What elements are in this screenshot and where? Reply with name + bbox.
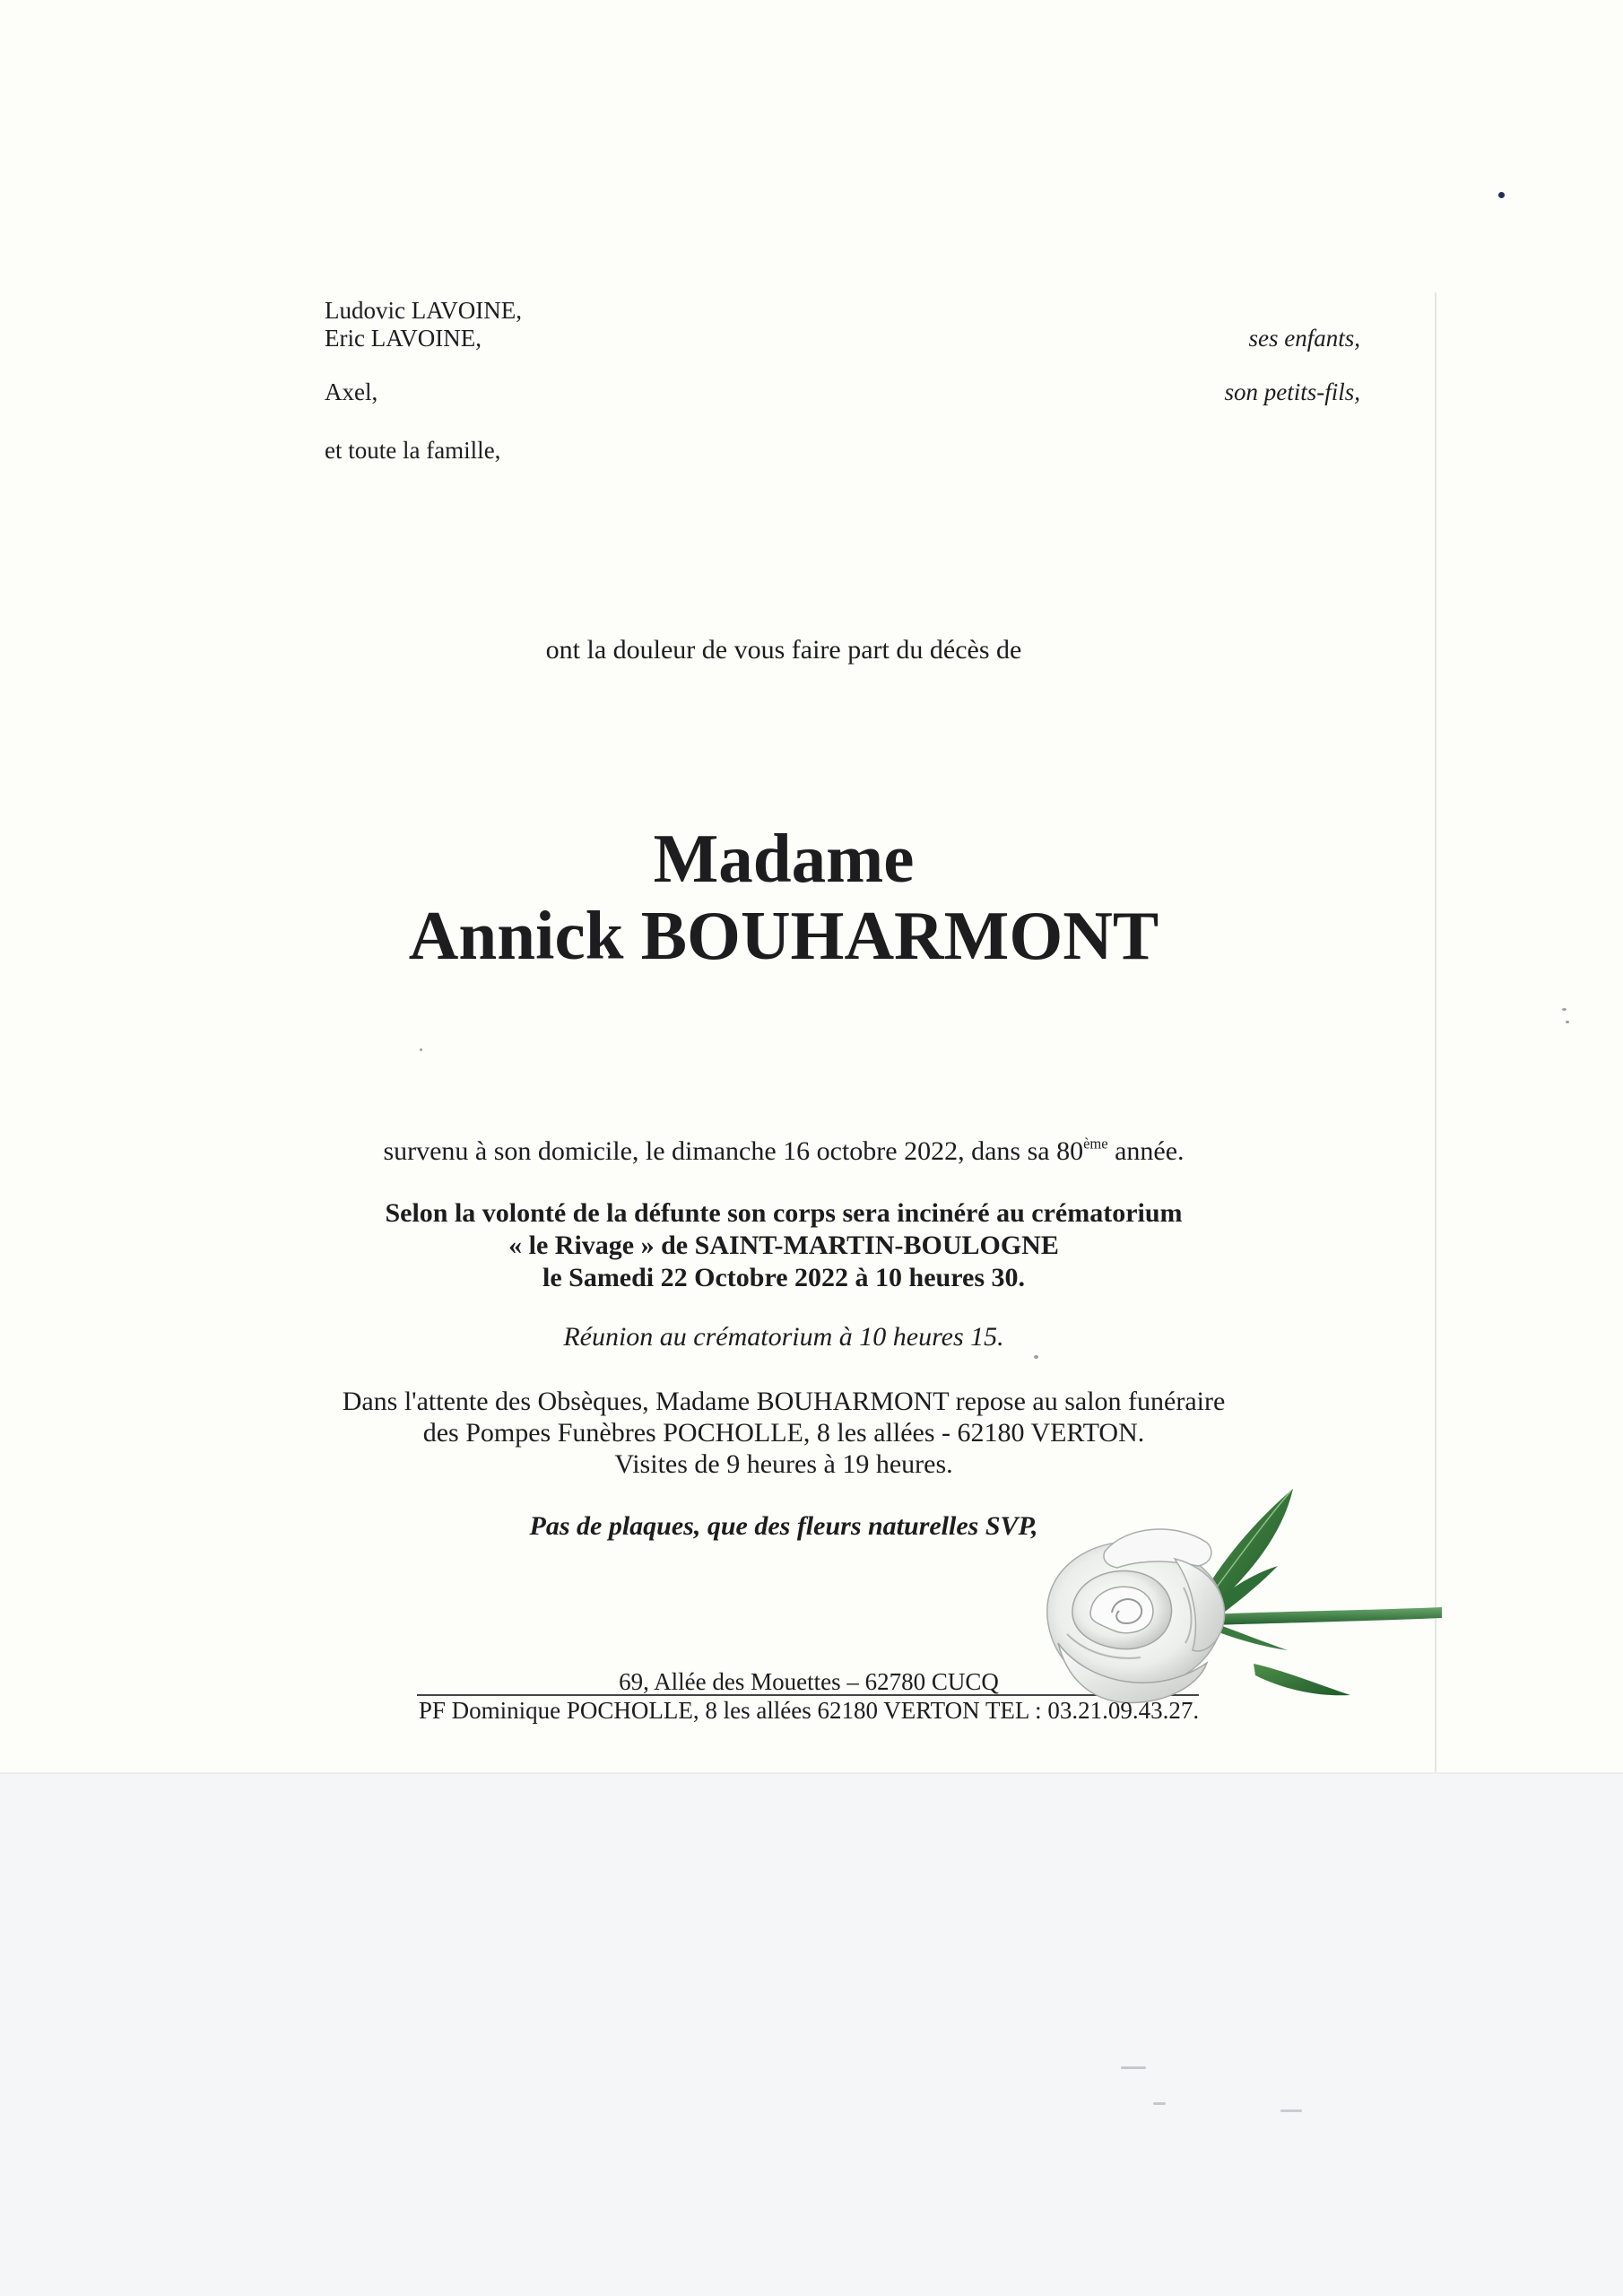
- rose-stem: [1211, 1607, 1442, 1625]
- deceased-name: Annick BOUHARMONT: [408, 897, 1159, 974]
- death-details-end: année.: [1107, 1136, 1185, 1166]
- footer-funeral-home: PF Dominique POCHOLLE, 8 les allées 62180 VERTON TEL : 03.21.09.43.27.: [418, 1697, 1200, 1724]
- viewing-line-2: des Pompes Funèbres POCHOLLE, 8 les allées - 62180 VERTON.: [422, 1418, 1145, 1448]
- grandchild-relation: son petits-fils,: [1224, 378, 1360, 405]
- death-details-text: survenu à son domicile, le dimanche 16 octobre 2022, dans sa 80: [383, 1136, 1084, 1166]
- death-details: [246, 1136, 1322, 1167]
- viewing-line-3: Visites de 9 heures à 19 heures.: [614, 1449, 953, 1479]
- family-grandchild: Axel,: [325, 378, 378, 405]
- family-child-2: Eric LAVOINE,: [325, 325, 482, 352]
- scan-speck: [1121, 2066, 1146, 2069]
- scanner-background: [0, 1774, 1623, 2296]
- cremation-line-1: Selon la volonté de la défunte son corps sera incinéré au crématorium: [385, 1198, 1183, 1228]
- children-relation: ses enfants,: [1248, 325, 1360, 352]
- scan-speck: [1562, 1008, 1567, 1011]
- announcement-text: ont la douleur de vous faire part du décès de: [545, 635, 1022, 665]
- viewing-line-1: Dans l'attente des Obsèques, Madame BOUHARMONT repose au salon funéraire: [342, 1387, 1226, 1416]
- rose-sepal: [1214, 1623, 1288, 1650]
- ordinal-suffix: ème: [1083, 1135, 1108, 1152]
- footer-address: 69, Allée des Mouettes – 62780 CUCQ: [619, 1668, 999, 1695]
- deceased-title: Madame: [653, 820, 915, 897]
- rest-of-family: et toute la famille,: [325, 437, 501, 464]
- scan-speck: [1034, 1355, 1038, 1359]
- scan-speck: [420, 1048, 422, 1051]
- cremation-line-3: le Samedi 22 Octobre 2022 à 10 heures 30.: [542, 1263, 1026, 1292]
- meeting-note: Réunion au crématorium à 10 heures 15.: [563, 1322, 1004, 1352]
- scan-speck: [1566, 1021, 1569, 1023]
- scan-speck: [1498, 192, 1505, 198]
- scan-speck: [1280, 2109, 1302, 2112]
- flowers-note: Pas de plaques, que des fleurs naturelles SVP,: [529, 1511, 1038, 1541]
- scan-speck: [1153, 2102, 1166, 2105]
- family-child-1: Ludovic LAVOINE,: [325, 297, 522, 324]
- cremation-line-2: « le Rivage » de SAINT-MARTIN-BOULOGNE: [508, 1231, 1059, 1260]
